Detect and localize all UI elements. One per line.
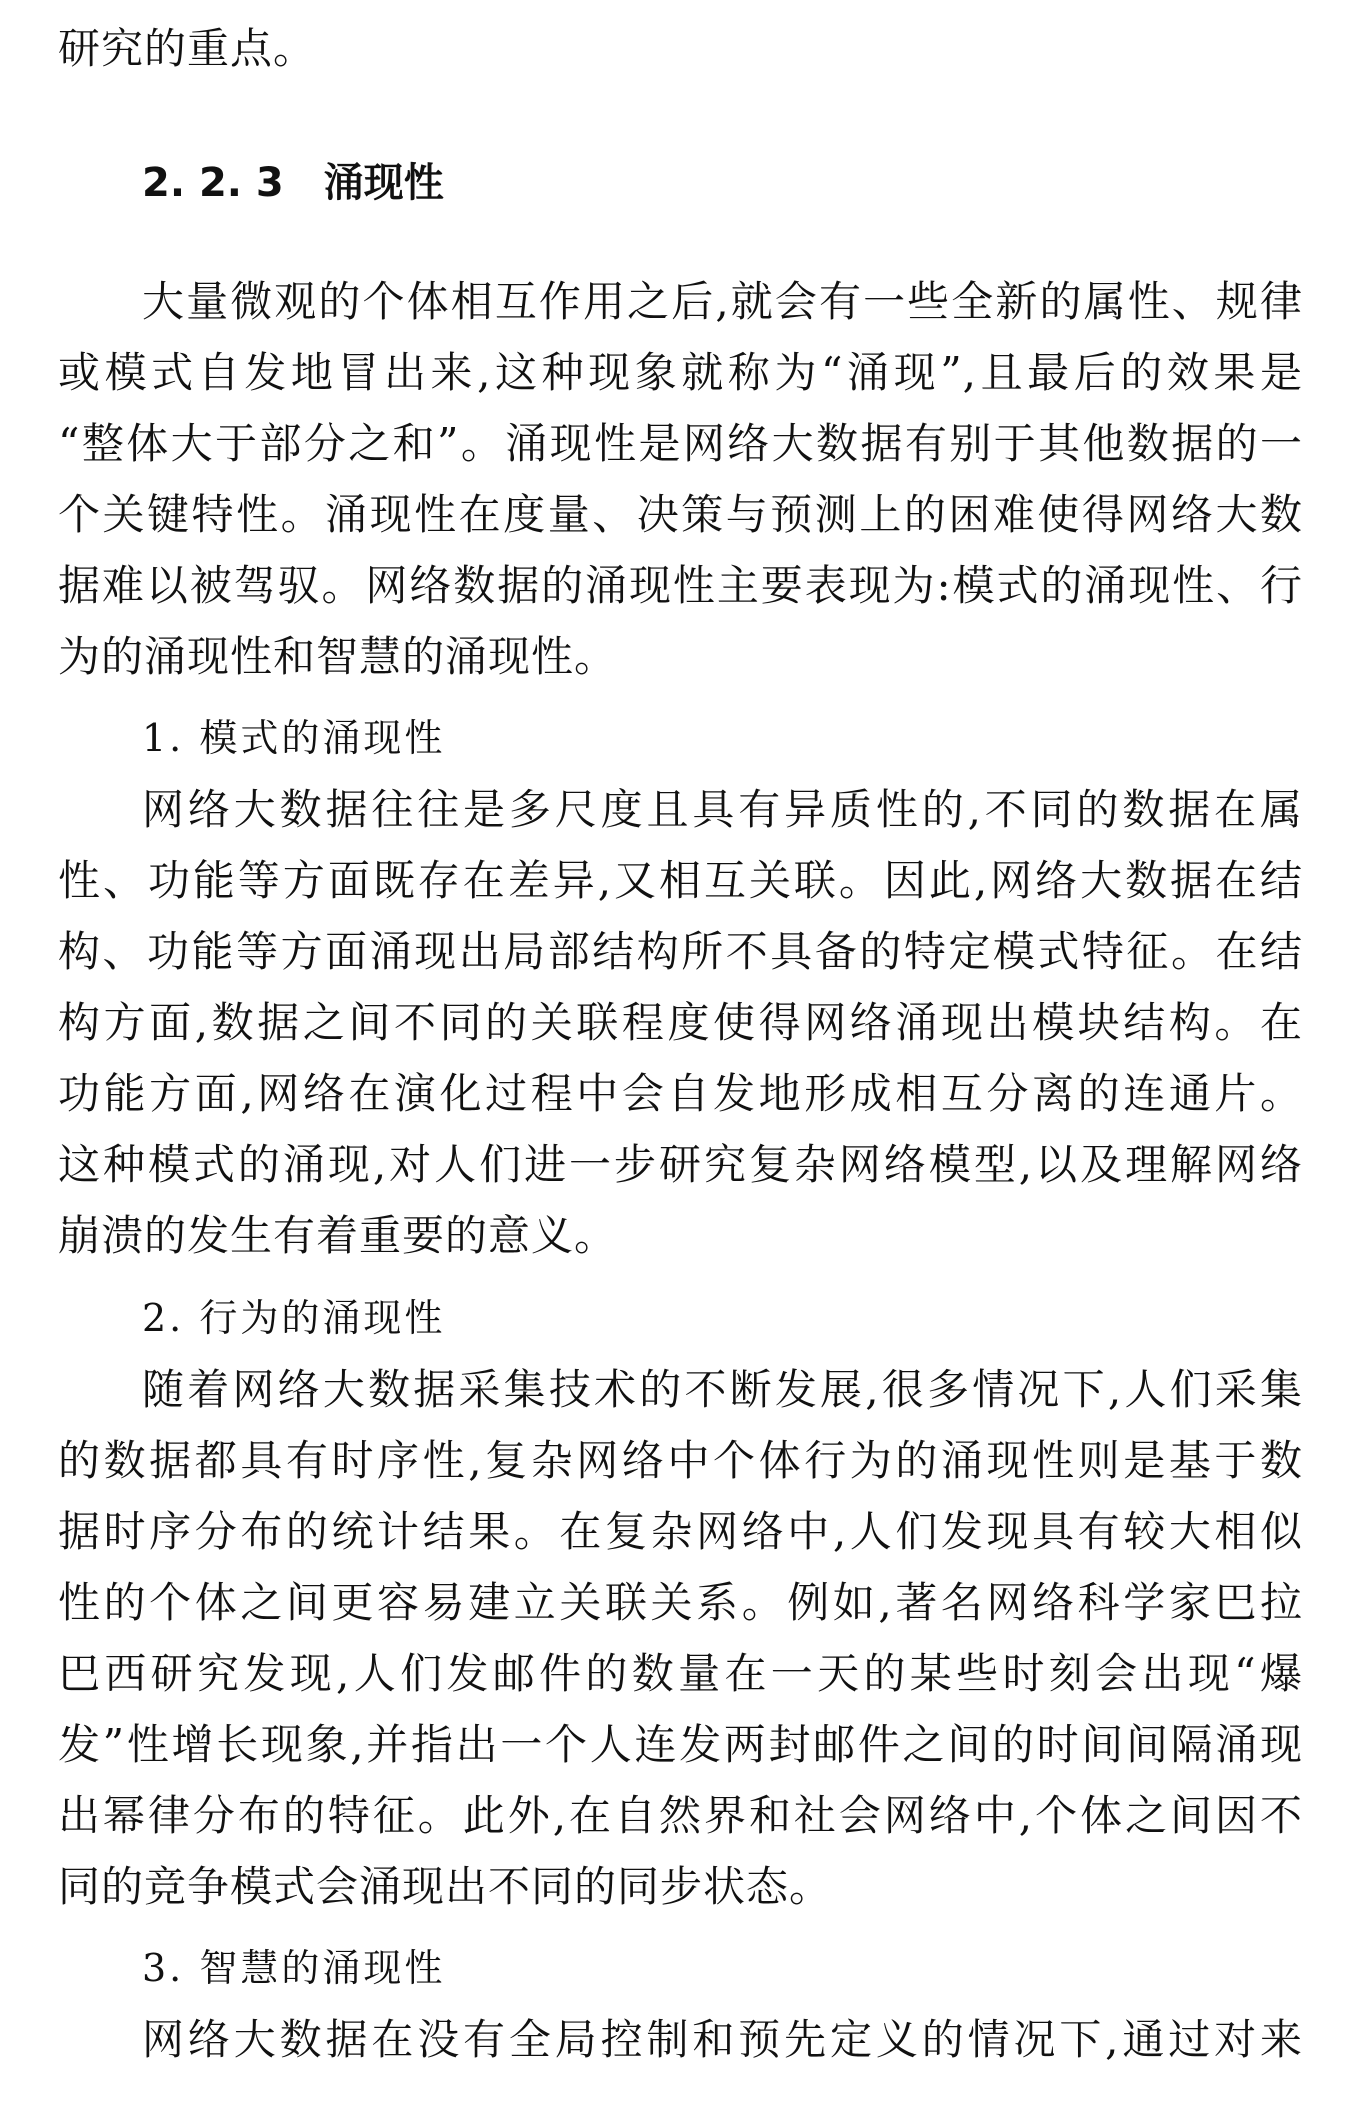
subheading-pattern-emergence: 1. 模式的涌现性 <box>142 716 446 760</box>
section-title: 涌现性 <box>323 160 444 206</box>
paragraph-line: 据时序分布的统计结果。在复杂网络中,人们发现具有较大相似 <box>58 1507 1303 1556</box>
subheading-wisdom-emergence: 3. 智慧的涌现性 <box>142 1946 446 1990</box>
paragraph-line: 构、功能等方面涌现出局部结构所不具备的特定模式特征。在结 <box>58 927 1303 976</box>
paragraph-line: 出幂律分布的特征。此外,在自然界和社会网络中,个体之间因不 <box>58 1791 1303 1840</box>
paragraph-line: “整体大于部分之和”。涌现性是网络大数据有别于其他数据的一 <box>58 419 1303 468</box>
paragraph-line: 据难以被驾驭。网络数据的涌现性主要表现为:模式的涌现性、行 <box>58 561 1303 610</box>
paragraph-line: 同的竞争模式会涌现出不同的同步状态。 <box>58 1862 833 1911</box>
paragraph-line: 网络大数据在没有全局控制和预先定义的情况下,通过对来 <box>142 2015 1303 2064</box>
paragraph-line: 大量微观的个体相互作用之后,就会有一些全新的属性、规律 <box>142 277 1303 326</box>
section-number: 2. 2. 3 <box>142 160 284 206</box>
paragraph-line: 性、功能等方面既存在差异,又相互关联。因此,网络大数据在结 <box>58 856 1303 905</box>
paragraph-line: 性的个体之间更容易建立关联关系。例如,著名网络科学家巴拉 <box>58 1578 1303 1627</box>
section-heading <box>142 155 444 211</box>
paragraph-line: 发”性增长现象,并指出一个人连发两封邮件之间的时间间隔涌现 <box>58 1720 1303 1769</box>
subheading-behavior-emergence: 2. 行为的涌现性 <box>142 1296 446 1340</box>
paragraph-line: 或模式自发地冒出来,这种现象就称为“涌现”,且最后的效果是 <box>58 348 1303 397</box>
paragraph-line: 为的涌现性和智慧的涌现性。 <box>58 632 618 681</box>
paragraph-line: 巴西研究发现,人们发邮件的数量在一天的某些时刻会出现“爆 <box>58 1649 1303 1698</box>
paragraph-line: 构方面,数据之间不同的关联程度使得网络涌现出模块结构。在 <box>58 998 1303 1047</box>
paragraph-line: 随着网络大数据采集技术的不断发展,很多情况下,人们采集 <box>142 1365 1303 1414</box>
paragraph-line: 崩溃的发生有着重要的意义。 <box>58 1211 618 1260</box>
paragraph-line: 功能方面,网络在演化过程中会自发地形成相互分离的连通片。 <box>58 1069 1303 1118</box>
paragraph-line: 这种模式的涌现,对人们进一步研究复杂网络模型,以及理解网络 <box>58 1140 1303 1189</box>
paragraph-line: 的数据都具有时序性,复杂网络中个体行为的涌现性则是基于数 <box>58 1436 1303 1485</box>
text-line-intro: 研究的重点。 <box>58 24 317 73</box>
paragraph-line: 网络大数据往往是多尺度且具有异质性的,不同的数据在属 <box>142 785 1303 834</box>
paragraph-line: 个关键特性。涌现性在度量、决策与预测上的困难使得网络大数 <box>58 490 1303 539</box>
